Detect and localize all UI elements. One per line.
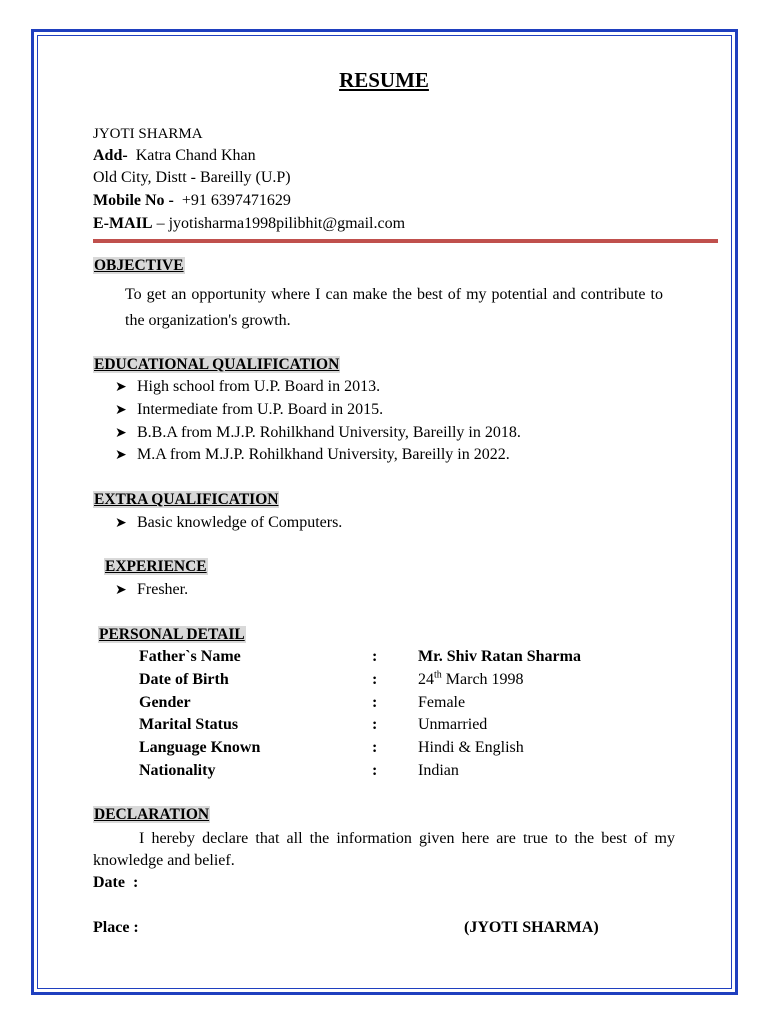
header-divider [93, 239, 718, 243]
place-label: Place : [93, 919, 139, 936]
detail-separator: : [372, 671, 378, 688]
dob-ordinal: th [434, 669, 442, 681]
declaration-heading: DECLARATION [94, 806, 210, 823]
list-item [115, 514, 342, 532]
email-value: – jyotisharma1998pilibhit@gmail.com [156, 215, 406, 232]
mobile-line [93, 192, 291, 210]
detail-label: Gender [139, 694, 191, 711]
list-item-text: M.A from M.J.P. Rohilkhand University, Bareilly in 2022. [137, 446, 510, 463]
list-item-text: B.B.A from M.J.P. Rohilkhand University, Bareilly in 2018. [137, 424, 521, 441]
objective-section [93, 257, 185, 275]
experience-heading: EXPERIENCE [105, 558, 207, 575]
email-line [93, 215, 405, 233]
date-label: Date : [93, 874, 139, 891]
detail-value [418, 671, 524, 689]
list-item-text: Basic knowledge of Computers. [137, 514, 343, 531]
experience-section [104, 558, 208, 576]
address-line-2: Old City, Distt - Bareilly (U.P) [93, 169, 291, 186]
list-item-text: Intermediate from U.P. Board in 2015. [137, 401, 384, 418]
arrowhead-bullet-icon: ➤ [115, 516, 127, 531]
detail-value: Unmarried [418, 716, 488, 733]
mobile-value: +91 6397471629 [181, 192, 291, 209]
personal-heading: PERSONAL DETAIL [99, 626, 245, 643]
arrowhead-bullet-icon: ➤ [115, 380, 127, 395]
extra-heading: EXTRA QUALIFICATION [94, 491, 279, 508]
list-item [115, 581, 188, 599]
list-item [115, 424, 521, 442]
address-label: Add- [93, 147, 128, 164]
detail-value: Female [418, 694, 466, 711]
address-value: Katra Chand Khan [135, 147, 256, 164]
detail-label: Language Known [139, 739, 261, 756]
detail-value: Hindi & English [418, 739, 524, 756]
list-item [115, 446, 510, 464]
detail-separator: : [372, 648, 378, 665]
personal-section [98, 626, 246, 644]
dob-day: 24 [418, 671, 434, 688]
arrowhead-bullet-icon: ➤ [115, 403, 127, 418]
detail-value: Mr. Shiv Ratan Sharma [418, 648, 581, 665]
detail-label: Date of Birth [139, 671, 229, 688]
detail-label: Marital Status [139, 716, 239, 733]
signature-name: (JYOTI SHARMA) [464, 919, 599, 936]
list-item-text: Fresher. [137, 581, 189, 598]
detail-label: Nationality [139, 762, 216, 779]
email-label: E-MAIL [93, 215, 153, 232]
list-item [115, 401, 383, 419]
address-line-1 [93, 147, 256, 165]
dob-rest: March 1998 [441, 671, 524, 688]
detail-separator: : [372, 739, 378, 756]
arrowhead-bullet-icon: ➤ [115, 448, 127, 463]
objective-text: To get an opportunity where I can make the best of my potential and contribute to the organization's growth. [125, 286, 663, 329]
declaration-text: I hereby declare that all the information given here are true to the best of my knowledge and belief. [93, 830, 675, 869]
education-heading: EDUCATIONAL QUALIFICATION [94, 356, 340, 373]
list-item [115, 378, 380, 396]
detail-separator: : [372, 716, 378, 733]
candidate-name: JYOTI SHARMA [93, 126, 203, 142]
mobile-label: Mobile No - [93, 192, 174, 209]
resume-title: RESUME [339, 68, 429, 92]
arrowhead-bullet-icon: ➤ [115, 583, 127, 598]
education-section [93, 356, 340, 374]
detail-label: Father`s Name [139, 648, 241, 665]
arrowhead-bullet-icon: ➤ [115, 426, 127, 441]
extra-section [93, 491, 279, 509]
detail-value: Indian [418, 762, 459, 779]
list-item-text: High school from U.P. Board in 2013. [137, 378, 381, 395]
detail-separator: : [372, 762, 378, 779]
detail-separator: : [372, 694, 378, 711]
declaration-section [93, 806, 210, 824]
objective-heading: OBJECTIVE [94, 257, 184, 274]
